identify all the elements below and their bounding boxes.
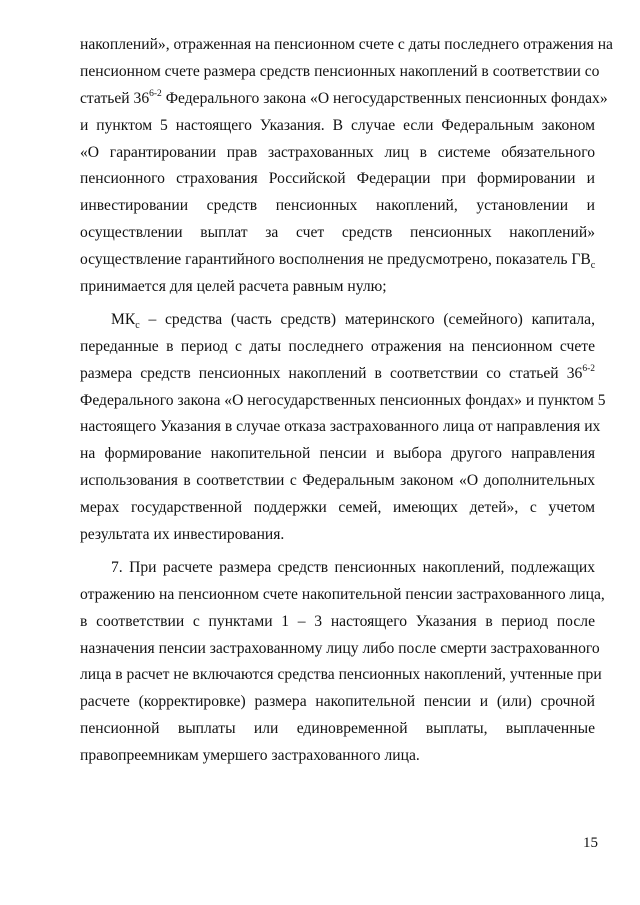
text-line: пенсионного страхования Российской Федерации при формировании и bbox=[80, 170, 595, 188]
text-fragment: Федерального закона «О негосударственных пенсионных фондах» bbox=[161, 89, 608, 107]
text-line: принимается для целей расчета равным нулю; bbox=[80, 278, 387, 296]
superscript: 6-2 bbox=[582, 363, 595, 374]
superscript: 6-2 bbox=[149, 88, 162, 99]
text-line: накоплений», отраженная на пенсионном счете с даты последнего отражения на bbox=[80, 36, 613, 53]
paragraph-p2 bbox=[80, 307, 606, 549]
text-line: инвестировании средств пенсионных накоплений, установлении и bbox=[80, 197, 595, 215]
text-line bbox=[80, 361, 595, 388]
text-fragment: размера средств пенсионных накоплений в соответствии со статьей 36 bbox=[80, 364, 583, 382]
text-fragment: – средства (часть средств) материнского (семейного) капитала, bbox=[139, 310, 595, 328]
text-line: использования в соответствии с Федеральным законом «О дополнительных bbox=[80, 472, 595, 490]
text-line: настоящего Указания в случае отказа застрахованного лица от направления их bbox=[80, 418, 601, 436]
text-line: на формирование накопительной пенсии и выбора другого направления bbox=[80, 445, 595, 463]
text-line: отражению на пенсионном счете накопительной пенсии застрахованного лица, bbox=[80, 585, 605, 603]
text-line: пенсионном счете размера средств пенсионных накоплений в соответствии со bbox=[80, 62, 600, 80]
body-text bbox=[80, 32, 613, 770]
text-line: переданные в период с даты последнего отражения на пенсионном счете bbox=[80, 337, 595, 355]
paragraph-p3 bbox=[80, 555, 605, 770]
text-fragment: МК bbox=[111, 310, 136, 328]
text-line: осуществлении выплат за счет средств пенсионных накоплений» bbox=[80, 224, 595, 242]
text-line: результата их инвестирования. bbox=[80, 526, 285, 544]
text-line: и пунктом 5 настоящего Указания. В случае если Федеральным законом bbox=[80, 116, 595, 134]
subscript: с bbox=[135, 320, 140, 332]
text-fragment: осуществление гарантийного восполнения не предусмотрено, показатель ГВ bbox=[80, 251, 591, 269]
text-line bbox=[80, 307, 595, 334]
text-fragment: статьей 36 bbox=[80, 89, 150, 107]
text-line: лица в расчет не включаются средства пенсионных накоплений, учтенные при bbox=[80, 666, 602, 684]
paragraph-p1 bbox=[80, 32, 613, 301]
text-line: пенсионной выплаты или единовременной выплаты, выплаченные bbox=[80, 720, 595, 738]
text-line: Федерального закона «О негосударственных пенсионных фондах» и пунктом 5 bbox=[80, 391, 606, 409]
text-line: 7. При расчете размера средств пенсионных накоплений, подлежащих bbox=[111, 558, 595, 576]
text-line bbox=[80, 247, 595, 274]
text-line: расчете (корректировке) размера накопительной пенсии и (или) срочной bbox=[80, 693, 595, 711]
text-line: мерах государственной поддержки семей, имеющих детей», с учетом bbox=[80, 499, 595, 517]
text-line: назначения пенсии застрахованному лицу либо после смерти застрахованного bbox=[80, 639, 600, 657]
text-line: в соответствии с пунктами 1 – 3 настоящего Указания в период после bbox=[80, 612, 595, 630]
text-line bbox=[80, 86, 608, 113]
text-line: «О гарантировании прав застрахованных лиц в системе обязательного bbox=[80, 143, 595, 161]
text-line: правопреемникам умершего застрахованного лица. bbox=[80, 747, 420, 765]
page-number: 15 bbox=[583, 835, 598, 851]
subscript: с bbox=[590, 260, 596, 272]
